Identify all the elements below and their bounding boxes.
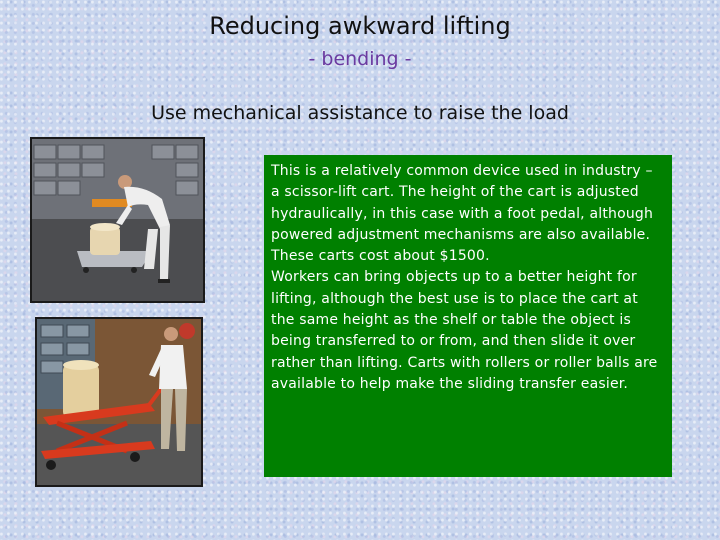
slide-subtitle: - bending - <box>308 48 412 70</box>
description-paragraph: Workers can bring objects up to a better height for lifting, although the best use is to place the cart at the same height as the shelf or table the object is being transferred to or from, and then slide it over rather than lifting. Carts with rollers or roller balls are available to help make the sliding transfer easier. <box>271 269 658 392</box>
description-paragraph: These carts cost about $1500. <box>271 248 490 265</box>
photo-worker-bending-at-cart <box>30 137 205 303</box>
slide-heading: Use mechanical assistance to raise the load <box>151 102 569 124</box>
photo-worker-with-scissor-lift-cart <box>35 317 203 487</box>
description-paragraph: This is a relatively common device used in industry – a scissor-lift cart. The height of the cart is adjusted hydraulically, in this case with a foot pedal, although powered adjustment mechanisms are also available. <box>271 163 654 243</box>
description-box <box>264 155 672 477</box>
slide-title: Reducing awkward lifting <box>209 12 511 40</box>
